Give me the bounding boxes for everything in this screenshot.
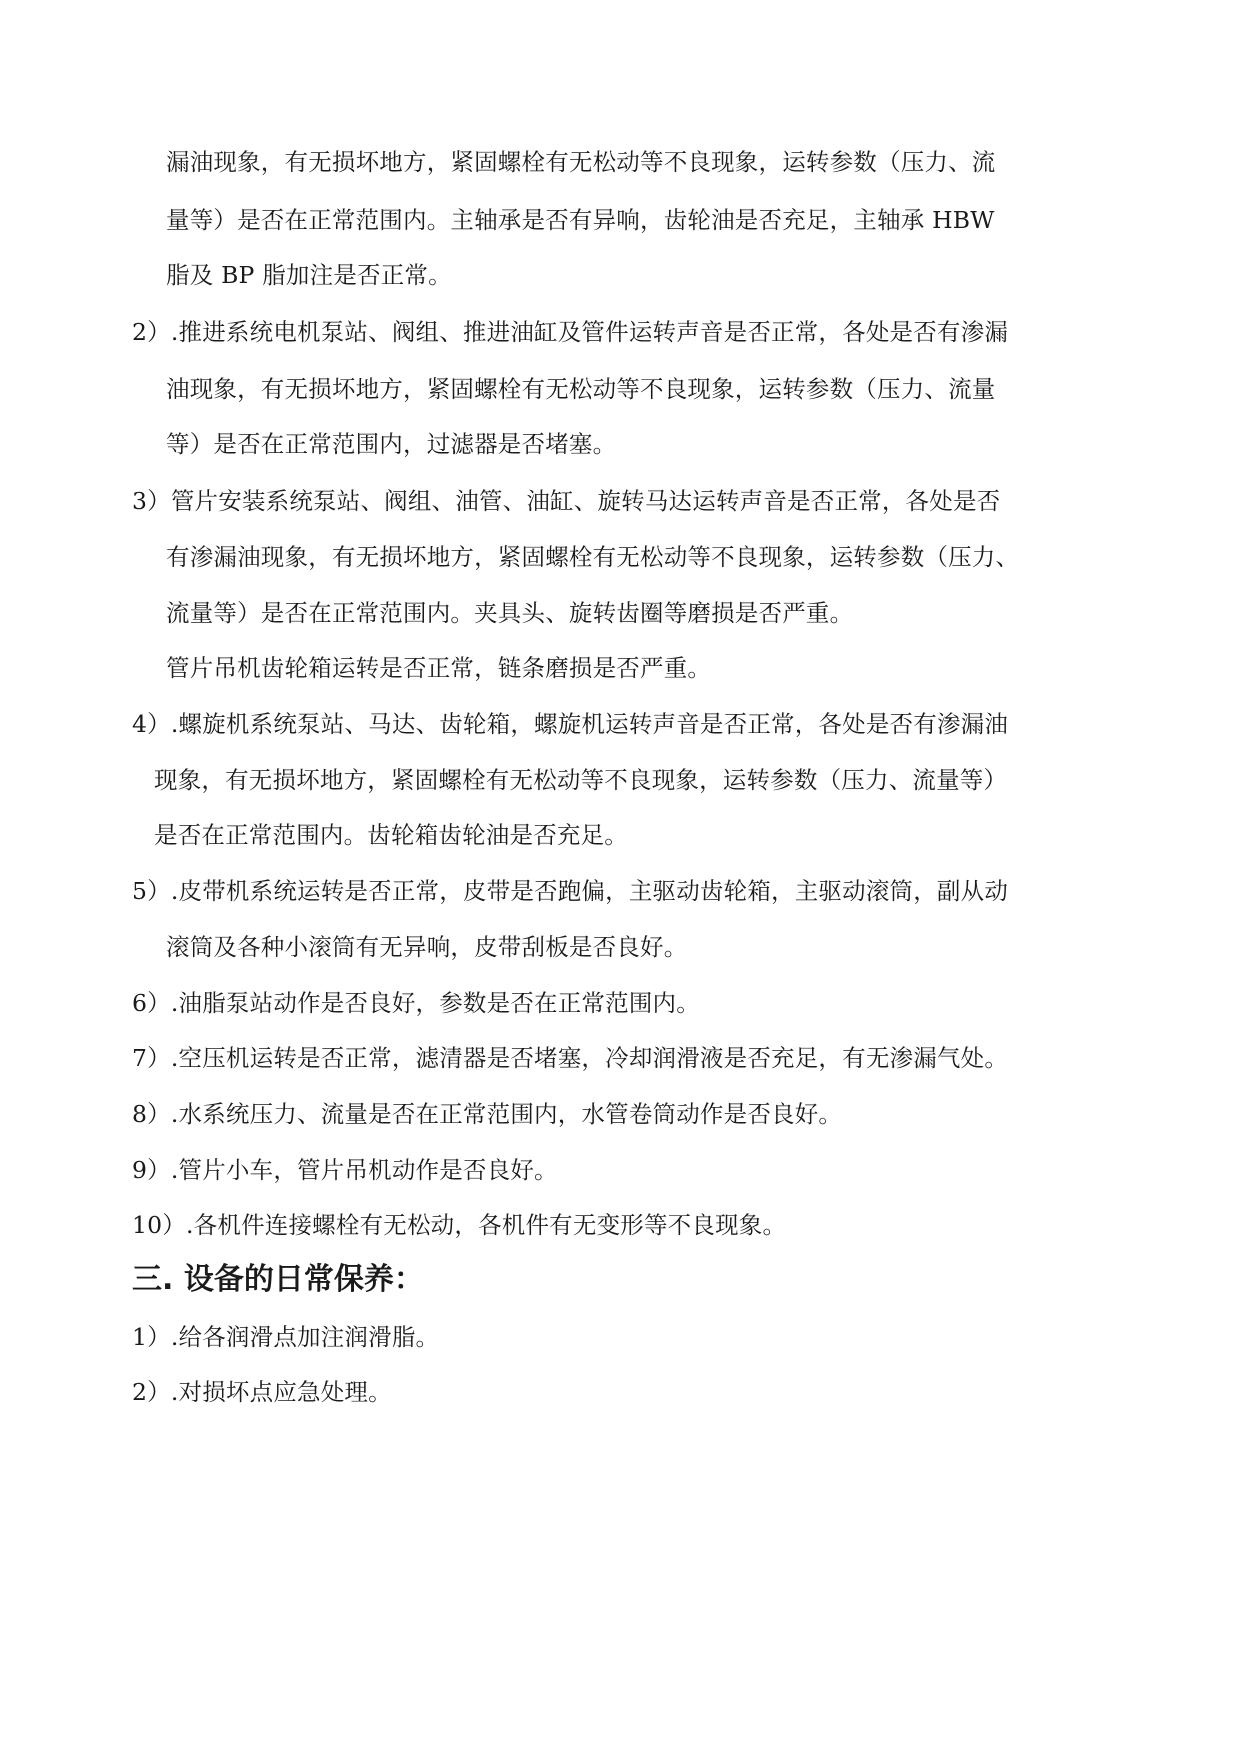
section3-heading: 三. 设备的日常保养：: [132, 1262, 424, 1297]
item2-line-3: 等）是否在正常范围内，过滤器是否堵塞。: [166, 430, 617, 458]
item4-line-2: 现象，有无损坏地方，紧固螺栓有无松动等不良现象，运转参数（压力、流量等）: [154, 766, 1008, 794]
item3-line-4: 管片吊机齿轮箱运转是否正常，链条磨损是否严重。: [166, 654, 712, 682]
item4-line-1: 4）.螺旋机系统泵站、马达、齿轮箱，螺旋机运转声音是否正常，各处是否有渗漏油: [132, 710, 1009, 738]
item8-line: 8）.水系统压力、流量是否在正常范围内，水管卷筒动作是否良好。: [132, 1100, 843, 1128]
item3-line-3: 流量等）是否在正常范围内。夹具头、旋转齿圈等磨损是否严重。: [166, 599, 854, 627]
section3-item2: 2）.对损坏点应急处理。: [132, 1378, 392, 1406]
item4-line-3: 是否在正常范围内。齿轮箱齿轮油是否充足。: [154, 821, 628, 849]
item3-line-2: 有渗漏油现象，有无损坏地方，紧固螺栓有无松动等不良现象，运转参数（压力、: [166, 543, 1020, 571]
item1-line-2: 量等）是否在正常范围内。主轴承是否有异响，齿轮油是否充足，主轴承 HBW: [166, 206, 995, 234]
item6-line: 6）.油脂泵站动作是否良好，参数是否在正常范围内。: [132, 989, 700, 1017]
item5-line-1: 5）.皮带机系统运转是否正常，皮带是否跑偏，主驱动齿轮箱，主驱动滚筒，副从动: [132, 877, 1009, 905]
item2-line-2: 油现象，有无损坏地方，紧固螺栓有无松动等不良现象，运转参数（压力、流量: [166, 375, 996, 403]
item10-line: 10）.各机件连接螺栓有无松动，各机件有无变形等不良现象。: [132, 1211, 787, 1239]
item7-line: 7）.空压机运转是否正常，滤清器是否堵塞，冷却润滑液是否充足，有无渗漏气处。: [132, 1044, 1009, 1072]
item3-line-1: 3）管片安装系统泵站、阀组、油管、油缸、旋转马达运转声音是否正常，各处是否: [132, 487, 1001, 515]
item1-line-1: 漏油现象，有无损坏地方，紧固螺栓有无松动等不良现象，运转参数（压力、流: [166, 148, 996, 176]
item2-line-1: 2）.推进系统电机泵站、阀组、推进油缸及管件运转声音是否正常，各处是否有渗漏: [132, 318, 1009, 346]
item1-line-3: 脂及 BP 脂加注是否正常。: [166, 261, 452, 289]
section3-item1: 1）.给各润滑点加注润滑脂。: [132, 1323, 440, 1351]
item5-line-2: 滚筒及各种小滚筒有无异响，皮带刮板是否良好。: [166, 933, 688, 961]
item9-line: 9）.管片小车，管片吊机动作是否良好。: [132, 1156, 558, 1184]
